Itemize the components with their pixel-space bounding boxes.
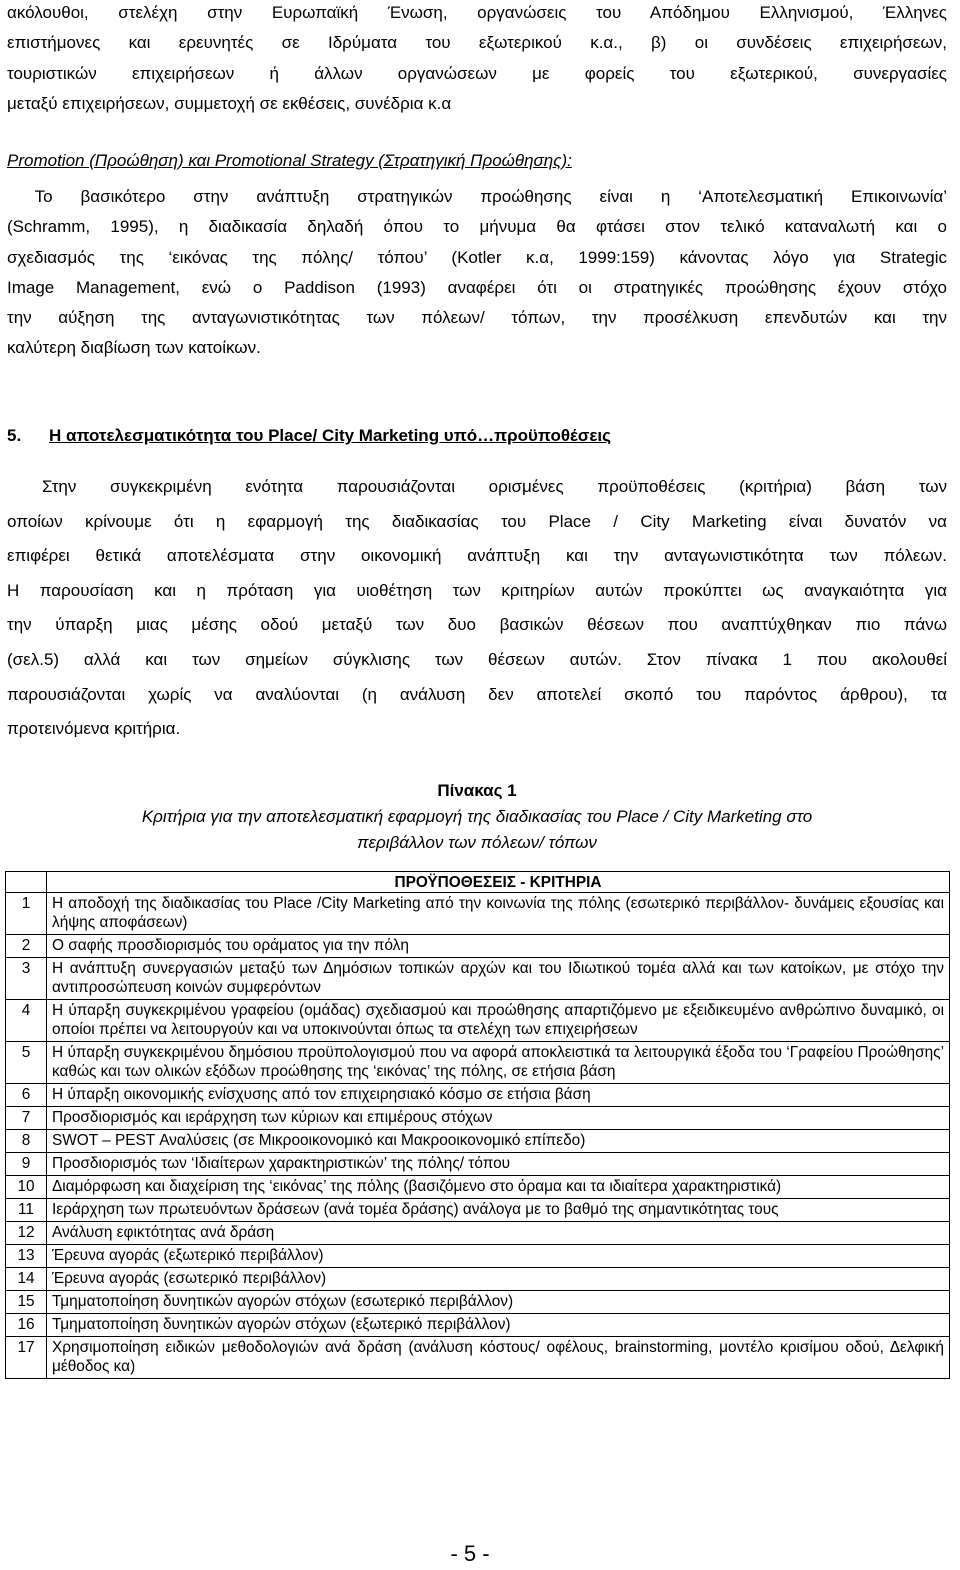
criterion-number: 5: [6, 1042, 47, 1084]
table-caption: [7, 778, 947, 856]
criteria-table: [5, 871, 950, 1379]
criteria-table-body: [6, 893, 950, 1379]
table-row: [6, 1042, 950, 1084]
criterion-number: 4: [6, 1000, 47, 1042]
section-line: (σελ.5) αλλά και των σημείων σύγκλισης των θέσεων αυτών. Στον πίνακα 1 που ακολουθεί: [7, 649, 947, 669]
criterion-text: Έρευνα αγοράς (εξωτερικό περιβάλλον): [47, 1245, 950, 1268]
criterion-text: Ιεράρχηση των πρωτευόντων δράσεων (ανά τομέα δράσης) ανάλογα με το βαθμό της σημαντικότητας τους: [47, 1199, 950, 1222]
criterion-text: Η ύπαρξη συγκεκριμένου γραφείου (ομάδας) σχεδιασμού και προώθησης απαρτιζόμενο με εξειδικευμένο ανθρώπινο δυναμικό, οι οποίοι πρέπει να λειτουργούν και να υποκινούνται όπως τα στελέχη των επιχειρήσεων: [47, 1000, 950, 1042]
section-paragraph: [7, 470, 947, 747]
table-row: [6, 1337, 950, 1379]
criterion-number: 17: [6, 1337, 47, 1379]
criterion-number: 10: [6, 1176, 47, 1199]
section-heading: [7, 421, 947, 451]
section-title: Η αποτελεσματικότητα του Place/ City Marketing υπό…προϋποθέσεις: [49, 426, 611, 445]
criterion-number: 14: [6, 1268, 47, 1291]
criterion-text: Προσδιορισμός των ‘Ιδιαίτερων χαρακτηριστικών’ της πόλης/ τόπου: [47, 1153, 950, 1176]
intro-line: μεταξύ επιχειρήσεων, συμμετοχή σε εκθέσεις, συνέδρια κ.α: [7, 93, 452, 113]
table-row: [6, 893, 950, 935]
table-header-number-cell: [6, 872, 47, 893]
table-header-row: [6, 872, 950, 893]
criterion-number: 3: [6, 958, 47, 1000]
criterion-number: 16: [6, 1314, 47, 1337]
promotion-line: καλύτερη διαβίωση των κατοίκων.: [7, 338, 261, 358]
intro-line: επιστήμονες και ερευνητές σε Ιδρύματα του εξωτερικού κ.α., β) οι συνδέσεις επιχειρήσεων,: [7, 33, 947, 53]
table-header-criteria-cell: ΠΡΟΫΠΟΘΕΣΕΙΣ - ΚΡΙΤΗΡΙΑ: [47, 872, 950, 893]
intro-paragraph: [7, 0, 947, 119]
table-row: [6, 1176, 950, 1199]
table-row: [6, 1314, 950, 1337]
table-row: [6, 1000, 950, 1042]
criterion-text: Τμηματοποίηση δυνητικών αγορών στόχων (εσωτερικό περιβάλλον): [47, 1291, 950, 1314]
section-line: Στην συγκεκριμένη ενότητα παρουσιάζονται ορισμένες προϋποθέσεις (κριτήρια) βάση των: [42, 477, 947, 496]
table-row: [6, 1222, 950, 1245]
criterion-text: Τμηματοποίηση δυνητικών αγορών στόχων (εξωτερικό περιβάλλον): [47, 1314, 950, 1337]
criterion-text: Έρευνα αγοράς (εσωτερικό περιβάλλον): [47, 1268, 950, 1291]
criterion-text: Η αποδοχή της διαδικασίας του Place /City Marketing από την κοινωνία της πόλης (εσωτερικό περιβάλλον- δυνάμεις εξουσίας και λήψης αποφάσεων): [47, 893, 950, 935]
promotion-line: σχεδιασμός της ‘εικόνας της πόλης/ τόπου’ (Kotler κ.α, 1999:159) κάνοντας λόγο για Strategic: [7, 247, 947, 267]
criterion-text: SWOT – PEST Αναλύσεις (σε Μικροοικονομικό και Μακροοικονομικό επίπεδο): [47, 1130, 950, 1153]
table-title: Πίνακας 1: [437, 781, 517, 800]
table-subtitle-line2: περιβάλλον των πόλεων/ τόπων: [357, 833, 597, 852]
criterion-number: 7: [6, 1107, 47, 1130]
table-row: [6, 1291, 950, 1314]
section-line: οποίων κρίνουμε ότι η εφαρμογή της διαδικασίας του Place / City Marketing είναι δυνατόν να: [7, 511, 947, 531]
table-row: [6, 1107, 950, 1130]
criterion-text: Διαμόρφωση και διαχείριση της ‘εικόνας’ της πόλης (βασιζόμενο στο όραμα και τα ιδιαίτερα χαρακτηριστικά): [47, 1176, 950, 1199]
criterion-text: Χρησιμοποίηση ειδικών μεθοδολογιών ανά δράση (ανάλυση κόστους/ οφέλους, brainstorming, μοντέλο κρισίμου οδού, Δελφική μέθοδος κα): [47, 1337, 950, 1379]
criterion-number: 13: [6, 1245, 47, 1268]
criterion-number: 11: [6, 1199, 47, 1222]
page-number: - 5 -: [450, 1541, 490, 1566]
table-row: [6, 935, 950, 958]
table-subtitle-line1: Κριτήρια για την αποτελεσματική εφαρμογή της διαδικασίας του Place / City Marketing στο: [141, 807, 813, 826]
criterion-number: 2: [6, 935, 47, 958]
table-row: [6, 1245, 950, 1268]
criterion-number: 15: [6, 1291, 47, 1314]
section-line: Η παρουσίαση και η πρόταση για υιοθέτηση των κριτηρίων αυτών προκύπτει ως αναγκαιότητα για: [7, 580, 947, 600]
promotion-paragraph: [7, 182, 947, 364]
section-line: επιφέρει θετικά αποτελέσματα στην οικονομική ανάπτυξη και την ανταγωνιστικότητα των πόλεων.: [7, 546, 947, 566]
criterion-text: Προσδιορισμός και ιεράρχηση των κύριων και επιμέρους στόχων: [47, 1107, 950, 1130]
promotion-heading: Promotion (Προώθηση) και Promotional Strategy (Στρατηγική Προώθησης):: [7, 151, 572, 170]
table-row: [6, 1268, 950, 1291]
table-row: [6, 1130, 950, 1153]
intro-line: τουριστικών επιχειρήσεων ή άλλων οργανώσεων με φορείς του εξωτερικού, συνεργασίες: [7, 63, 947, 83]
table-row: [6, 958, 950, 1000]
promotion-line: Το βασικότερο στην ανάπτυξη στρατηγικών προώθησης είναι η ‘Αποτελεσματική Επικοινωνία’: [7, 187, 947, 206]
table-row: [6, 1084, 950, 1107]
criterion-text: Ανάλυση εφικτότητας ανά δράση: [47, 1222, 950, 1245]
criterion-text: Η ανάπτυξη συνεργασιών μεταξύ των Δημόσιων τοπικών αρχών και του Ιδιωτικού τομέα αλλά και των κατοίκων, με στόχο την αντιπροσώπευση κοινών συμφερόντων: [47, 958, 950, 1000]
criterion-number: 12: [6, 1222, 47, 1245]
section-number: 5.: [7, 426, 22, 445]
criterion-number: 9: [6, 1153, 47, 1176]
criterion-text: Η ύπαρξη συγκεκριμένου δημόσιου προϋπολογισμού που να αφορά αποκλειστικά τα λειτουργικά έξοδα του ‘Γραφείου Προώθησης’ καθώς και των ολικών εξόδων προώθησης της ‘εικόνας’ της πόλης, σε ετήσια βάση: [47, 1042, 950, 1084]
section-line: την ύπαρξη μιας μέσης οδού μεταξύ των δυο βασικών θέσεων που αναπτύχθηκαν πιο πάνω: [7, 615, 947, 635]
criterion-text: Η ύπαρξη οικονομικής ενίσχυσης από τον επιχειρησιακό κόσμο σε ετήσια βάση: [47, 1084, 950, 1107]
section-line: παρουσιάζονται χωρίς να αναλύονται (η ανάλυση δεν αποτελεί σκοπό του παρόντος άρθρου), τα: [7, 684, 947, 704]
table-row: [6, 1199, 950, 1222]
criterion-number: 1: [6, 893, 47, 935]
intro-line: ακόλουθοι, στελέχη στην Ευρωπαϊκή Ένωση, οργανώσεις του Απόδημου Ελληνισμού, Έλληνες: [7, 3, 947, 22]
table-row: [6, 1153, 950, 1176]
criterion-text: Ο σαφής προσδιορισμός του οράματος για την πόλη: [47, 935, 950, 958]
section-line: προτεινόμενα κριτήρια.: [7, 719, 181, 739]
promotion-line: Image Management, ενώ ο Paddison (1993) αναφέρει ότι οι στρατηγικές προώθησης έχουν στόχο: [7, 277, 947, 297]
criterion-number: 6: [6, 1084, 47, 1107]
promotion-line: (Schramm, 1995), η διαδικασία δηλαδή όπου το μήνυμα θα φτάσει στον τελικό καταναλωτή και ο: [7, 217, 947, 237]
promotion-line: την αύξηση της ανταγωνιστικότητας των πόλεων/ τόπων, την προσέλκυση επενδυτών και την: [7, 308, 947, 328]
criterion-number: 8: [6, 1130, 47, 1153]
